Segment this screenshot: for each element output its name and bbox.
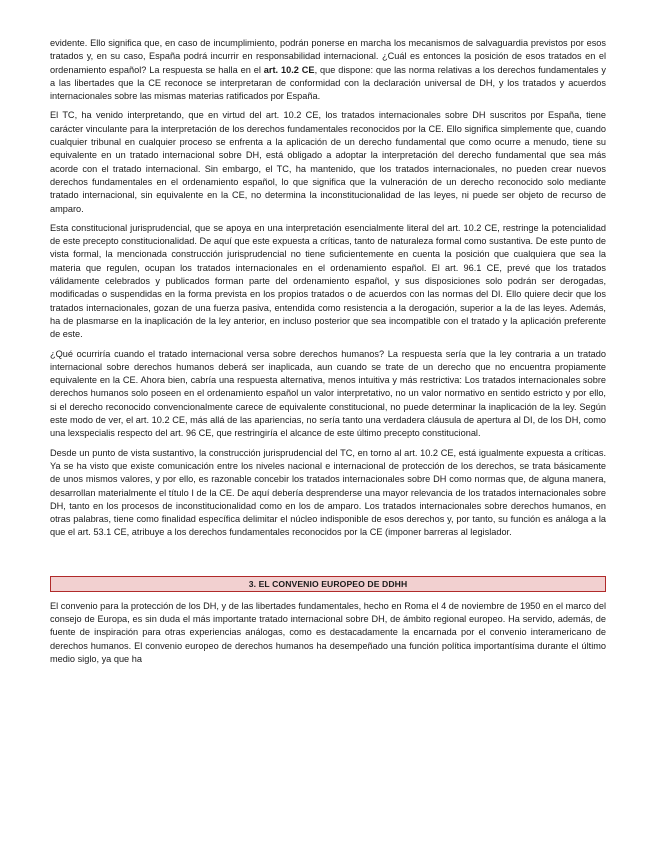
paragraph-tc-interpretation: El TC, ha venido interpretando, que en virtud del art. 10.2 CE, los tratados internacionales sobre DH suscritos por España, tiene carácter vinculante para la interpretación de los derechos fundamentales reconocidos por la CE. Ello significa simplemente que, cuando cualquier tribunal en cualquier proceso se enfrenta a la aplicación de un derecho fundamental que como ocurre a menudo, tiene su equivalente en un tratado internacional sobre DH, está obligado a adoptar la interpretación del derecho fundamental que sea más acorde con el tratado internacional. Sin embargo, el TC, ha mantenido, que los tratados internacionales, no pueden crear nuevos derechos fundamentales en el ordenamiento español, lo que significa que la vulneración de un derecho reconocido solo mediante tratado internacional, sin equivalente en la CE, no determina la inconstitucionalidad de las leyes, ni puede ser objeto de recurso de amparo. — [50, 110, 606, 214]
spacer — [50, 546, 606, 576]
document-body — [50, 37, 606, 672]
paragraph-art-10-2 — [50, 37, 606, 103]
paragraph-convenio-intro: El convenio para la protección de los DH, y de las libertades fundamentales, hecho en Roma el 4 de noviembre de 1950 en el marco del consejo de Europa, es sin duda el más importante tratado internacional sobre DH, de ámbito regional europeo. Ha servido, además, de fuente de inspiración para otras experiencias análogas, como es destacadamente la encarnada por el convenio interamericano de derechos humanos. El convenio europeo de derechos humanos ha desempeñado una función política importantísima durante el último medio siglo, ya que ha — [50, 600, 606, 664]
paragraph-jurisprudence: Esta constitucional jurisprudencial, que se apoya en una interpretación esencialmente literal del art. 10.2 CE, restringe la potencialidad de este precepto constitucionalidad. De aquí que este expuesta a críticas, tanto de naturaleza formal como sustantiva. De este punto de vista formal, la mencionada construcción jurisprudencial no tiene suficientemente en cuenta la posición que cualquiera que sea la materia que regulen, ocupan los tratados internacionales en el ordenamiento español. El art. 96.1 CE, prevé que los tratados válidamente celebrados y publicados forman parte del ordenamiento español, y sus disposiciones solo podrán ser derogadas, modificadas o suspendidas en la forma prevista en los propios tratados o de acuerdos con las normas del DI. Ello quiere decir que los tratados internacionales, gozan de una fuerza pasiva, entendida como resistencia a la derogación, superior a la de las leyes. Además, ha de plasmarse en la inaplicación de la ley anterior, en incluso posterior que sea incompatible con el tratado y la aplicación preferente de este. — [50, 222, 606, 340]
section-heading: 3. EL CONVENIO EUROPEO DE DDHH — [50, 576, 606, 592]
bold-reference: art. 10.2 CE — [263, 64, 315, 75]
paragraph-text: evidente. Ello significa que, en caso de incumplimiento, podrán ponerse en marcha los mecanismos de salvaguardia previstos por esos tratados y, en su caso, España podrá incurrir en responsabilidad internacional. ¿Cuál es entonces la posición de esos tratados en el ordenamiento español? La respuesta se halla en el — [50, 38, 606, 75]
paragraph-substantive-view: Desde un punto de vista sustantivo, la construcción jurisprudencial del TC, en torno al art. 10.2 CE, está igualmente expuesta a críticas. Ya se ha visto que existe comunicación entre los niveles nacional e internacional de protección de los derechos, se trata básicamente de unos mismos valores, y por ello, es razonable concebir los tratados internacionales sobre DH como normas que, de alguna manera, desarrollan materialmente el título I de la CE. De aquí debería desprenderse una mayor relevancia de los tratados internacionales sobre DH, tanto en los procesos de inconstitucionalidad como en los de amparo. Los tratados internacionales sobre derechos humanos, en otras palabras, tiene como finalidad específica delimitar el núcleo indisponible de esos derechos y, por tanto, su función es análoga a la que el art. 53.1 CE, atribuye a los derechos fundamentales reconocidos por la CE (imponer barreras al legislador. — [50, 447, 606, 538]
paragraph-human-rights-question: ¿Qué ocurriría cuando el tratado internacional versa sobre derechos humanos? La respuesta sería que la ley contraria a un tratado internacional sobre derechos humanos deberá ser inaplicada, aun cuando se trate de un derecho que no encuentra propiamente equivalente en la CE. Ahora bien, cabría una respuesta alternativa, menos intuitiva y más restrictiva: Los tratados internacionales sobre derechos humanos solo poseen en el ordenamiento español un valor interpretativo, no un valor normativo en sentido estricto y por ello, si el derecho reconocido convencionalmente carece de equivalente constitucional, no puede determinar la inaplicación de la ley. Según este modo de ver, el art. 10.2 CE, más allá de las apariencias, no sería tanto una verdadera cláusula de apertura al DI, de los DH, como una lexspecialis respecto del art. 96 CE, que restringiría el alcance de este último precepto constitucional. — [50, 348, 606, 439]
paragraph-text: , que dispone: que las norma relativas a los derechos fundamentales y a las libertades que la CE reconoce se interpretaran de conformidad con la declaración universal de DH, y los tratados y acuerdos internacionales sobre las mismas materias ratificados por España. — [50, 64, 607, 102]
